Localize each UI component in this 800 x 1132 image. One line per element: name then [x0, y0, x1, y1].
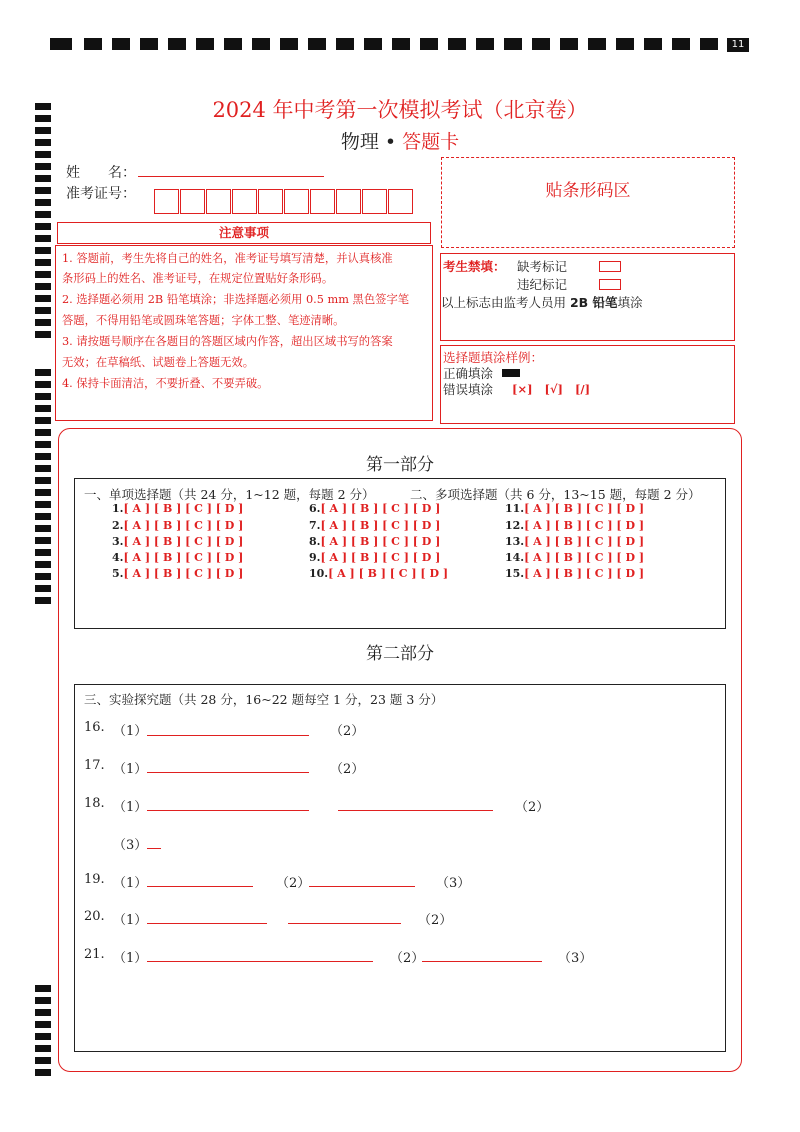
experiment-box: [74, 684, 726, 1052]
notice-line: 4. 保持卡面清洁，不要折叠、不要弄破。: [62, 377, 269, 390]
question-20-number: 20.: [84, 909, 105, 924]
question-17-number: 17.: [84, 758, 105, 773]
page-number: 11: [727, 38, 749, 52]
top-timing-marks: [50, 38, 750, 52]
absent-label: 缺考标记: [517, 259, 568, 274]
sub-label: （3）: [436, 876, 471, 891]
question-21-number: 21.: [84, 947, 105, 962]
answer-blank[interactable]: [338, 810, 493, 811]
sub-label: （3）: [113, 838, 148, 853]
answer-card-label: 答题卡: [402, 131, 460, 153]
notice-line: 答题，不得用铅笔或圆珠笔答题；字体工整、笔迹清晰。: [62, 314, 345, 327]
subtitle-dot: •: [384, 131, 397, 153]
answer-blank[interactable]: [309, 886, 415, 887]
exam-subtitle: [0, 127, 800, 154]
choice-row[interactable]: 9.[ A ] [ B ] [ C ] [ D ]: [309, 551, 441, 564]
answer-blank[interactable]: [147, 810, 309, 811]
answer-blank[interactable]: [147, 848, 161, 849]
choice-row[interactable]: 8.[ A ] [ B ] [ C ] [ D ]: [309, 535, 441, 548]
answer-blank[interactable]: [147, 735, 309, 736]
forbidden-note: 以上标志由监考人员用 2B 铅笔填涂: [441, 295, 643, 310]
exam-title: 2024 年中考第一次模拟考试（北京卷）: [212, 98, 588, 122]
forbidden-label: 考生禁填：: [443, 259, 506, 274]
name-field[interactable]: [138, 176, 324, 177]
notice-line: 无效；在草稿纸、试题卷上答题无效。: [62, 356, 255, 369]
sub-label: （2）: [390, 951, 425, 966]
wrong-fill-samples: [×] [√] [/]: [512, 382, 591, 396]
violation-mark-box[interactable]: [599, 279, 621, 290]
answer-blank[interactable]: [147, 961, 373, 962]
sub-label: （1）: [113, 762, 148, 777]
name-label: 姓 名：: [66, 165, 136, 181]
sub-label: （3）: [558, 951, 593, 966]
choice-row[interactable]: 3.[ A ] [ B ] [ C ] [ D ]: [112, 535, 244, 548]
choice-row[interactable]: 4.[ A ] [ B ] [ C ] [ D ]: [112, 551, 244, 564]
id-label: 准考证号：: [66, 186, 136, 202]
choice-row[interactable]: 2.[ A ] [ B ] [ C ] [ D ]: [112, 519, 244, 532]
sub-label: （1）: [113, 913, 148, 928]
sub-label: （1）: [113, 724, 148, 739]
sub-label: （2）: [418, 913, 453, 928]
experiment-header: 三、实验探究题（共 28 分，16~22 题每空 1 分，23 题 3 分）: [84, 692, 444, 707]
part1-title: 第一部分: [366, 455, 434, 475]
sub-label: （2）: [330, 724, 365, 739]
sub-label: （1）: [113, 800, 148, 815]
choice-row[interactable]: 5.[ A ] [ B ] [ C ] [ D ]: [112, 567, 244, 580]
choice-row[interactable]: 11.[ A ] [ B ] [ C ] [ D ]: [505, 502, 645, 515]
answer-blank[interactable]: [147, 772, 309, 773]
answer-blank[interactable]: [147, 886, 253, 887]
choice-row[interactable]: 12.[ A ] [ B ] [ C ] [ D ]: [505, 519, 645, 532]
notice-line: 3. 请按题号顺序在各题目的答题区域内作答，超出区域书写的答案: [62, 335, 393, 348]
question-18-number: 18.: [84, 796, 105, 811]
subject-label: 物理: [340, 131, 379, 153]
sub-label: （2）: [330, 762, 365, 777]
absent-mark-box[interactable]: [599, 261, 621, 272]
choice-row[interactable]: 15.[ A ] [ B ] [ C ] [ D ]: [505, 567, 645, 580]
notice-line: 1. 答题前，考生先将自己的姓名，准考证号填写清楚，并认真核准: [62, 252, 393, 265]
sub-label: （1）: [113, 876, 148, 891]
multi-choice-header: 二、多项选择题（共 6 分，13~15 题，每题 2 分）: [410, 487, 701, 502]
choice-row[interactable]: 14.[ A ] [ B ] [ C ] [ D ]: [505, 551, 645, 564]
notice-line: 2. 选择题必须用 2B 铅笔填涂；非选择题必须用 0.5 mm 黑色签字笔: [62, 293, 410, 306]
part2-title: 第二部分: [366, 644, 434, 664]
answer-blank[interactable]: [147, 923, 267, 924]
wrong-fill-label: 错误填涂: [443, 382, 494, 397]
barcode-label: 贴条形码区: [545, 181, 631, 201]
question-19-number: 19.: [84, 872, 105, 887]
sub-label: （2）: [515, 800, 550, 815]
answer-blank[interactable]: [422, 961, 542, 962]
choice-row[interactable]: 6.[ A ] [ B ] [ C ] [ D ]: [309, 502, 441, 515]
barcode-area: [441, 157, 735, 248]
choice-row[interactable]: 1.[ A ] [ B ] [ C ] [ D ]: [112, 502, 244, 515]
notice-title: 注意事项: [218, 225, 269, 240]
answer-blank[interactable]: [288, 923, 401, 924]
choice-row[interactable]: 13.[ A ] [ B ] [ C ] [ D ]: [505, 535, 645, 548]
choice-row[interactable]: 10.[ A ] [ B ] [ C ] [ D ]: [309, 567, 449, 580]
fill-example-title: 选择题填涂样例：: [443, 350, 544, 365]
notice-title-box: [57, 222, 431, 244]
notice-line: 条形码上的姓名、准考证号，在规定位置贴好条形码。: [62, 272, 334, 285]
sub-label: （2）: [276, 876, 311, 891]
choice-row[interactable]: 7.[ A ] [ B ] [ C ] [ D ]: [309, 519, 441, 532]
sub-label: （1）: [113, 951, 148, 966]
correct-fill-label: 正确填涂: [443, 366, 494, 381]
single-choice-header: 一、单项选择题（共 24 分，1~12 题，每题 2 分）: [84, 487, 375, 502]
violation-label: 违纪标记: [517, 277, 568, 292]
question-16-number: 16.: [84, 720, 105, 735]
correct-fill-sample: [502, 369, 520, 377]
